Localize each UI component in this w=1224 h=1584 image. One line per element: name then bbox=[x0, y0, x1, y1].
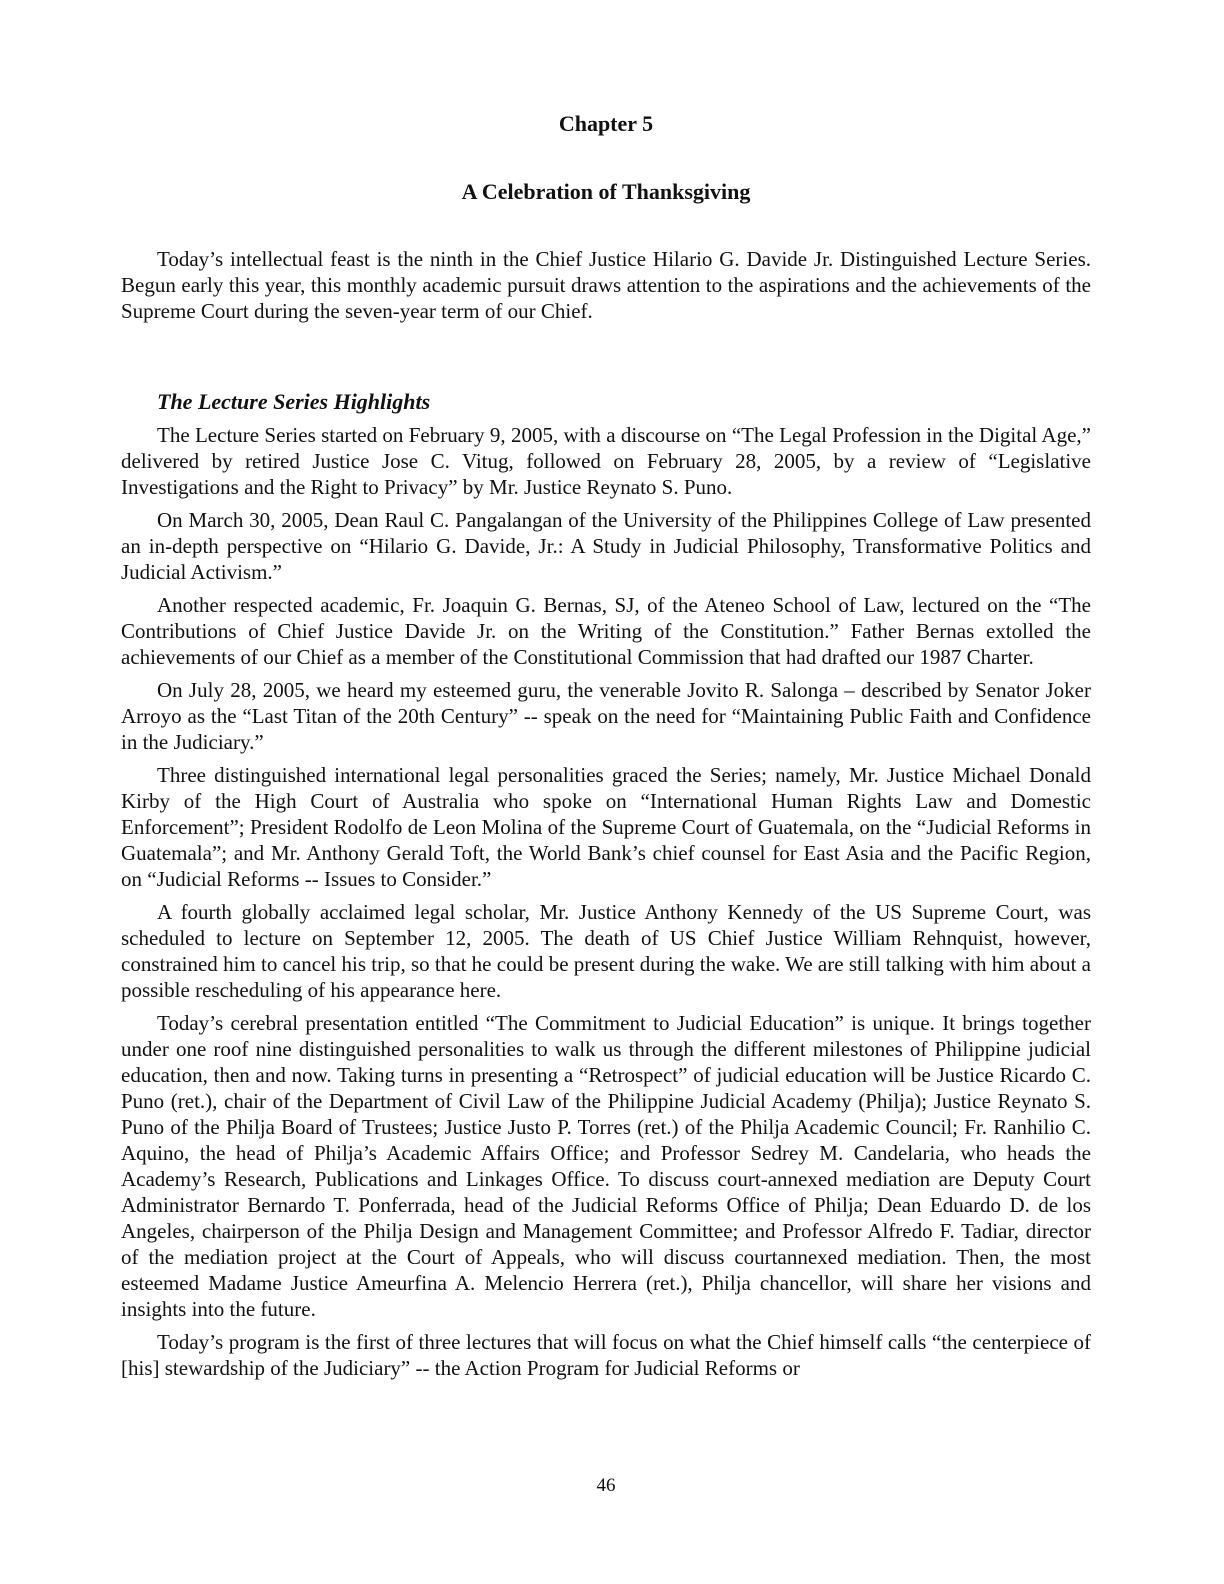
chapter-label: Chapter 5 bbox=[558, 111, 654, 136]
intro-section bbox=[121, 246, 1091, 331]
paragraph: Today’s program is the first of three lectures that will focus on what the Chief himself calls “the centerpiece of [his] stewardship of the Judiciary” -- the Action Program for Judicial Reforms or bbox=[121, 1330, 1091, 1380]
paragraph: A fourth globally acclaimed legal scholar, Mr. Justice Anthony Kennedy of the US Supreme Court, was scheduled to lecture on September 12, 2005. The death of US Chief Justice William Rehnquist, however, constrained him to cancel his trip, so that he could be present during the wake. We are still talking with him about a possible rescheduling of his appearance here. bbox=[121, 900, 1091, 1002]
document-page bbox=[121, 0, 1091, 1584]
paragraph: Another respected academic, Fr. Joaquin G. Bernas, SJ, of the Ateneo School of Law, lectured on the “The Contributions of Chief Justice Davide Jr. on the Writing of the Constitution.” Father Bernas extolled the achievements of our Chief as a member of the Constitutional Commission that had drafted our 1987 Charter. bbox=[121, 593, 1091, 669]
page-number: 46 bbox=[596, 1475, 616, 1496]
paragraph: The Lecture Series started on February 9, 2005, with a discourse on “The Legal Profession in the Digital Age,” delivered by retired Justice Jose C. Vitug, followed on February 28, 2005, by a review of “Legislative Investigations and the Right to Privacy” by Mr. Justice Reynato S. Puno. bbox=[121, 423, 1091, 499]
chapter-title: A Celebration of Thanksgiving bbox=[461, 179, 751, 204]
paragraph: Three distinguished international legal personalities graced the Series; namely, Mr. Justice Michael Donald Kirby of the High Court of Australia who spoke on “International Human Rights Law and Domestic Enforcement”; President Rodolfo de Leon Molina of the Supreme Court of Guatemala, on the “Judicial Reforms in Guatemala”; and Mr. Anthony Gerald Toft, the World Bank’s chief counsel for East Asia and the Pacific Region, on “Judicial Reforms -- Issues to Consider.” bbox=[121, 763, 1091, 891]
paragraph: On July 28, 2005, we heard my esteemed guru, the venerable Jovito R. Salonga – described by Senator Joker Arroyo as the “Last Titan of the 20th Century” -- speak on the need for “Maintaining Public Faith and Confidence in the Judiciary.” bbox=[121, 678, 1091, 754]
paragraph: On March 30, 2005, Dean Raul C. Pangalangan of the University of the Philippines College of Law presented an in-depth perspective on “Hilario G. Davide, Jr.: A Study in Judicial Philosophy, Transformative Politics and Judicial Activism.” bbox=[121, 508, 1091, 584]
section-heading: The Lecture Series Highlights bbox=[157, 389, 431, 414]
intro-paragraph: Today’s intellectual feast is the ninth in the Chief Justice Hilario G. Davide Jr. Distinguished Lecture Series. Begun early this year, this monthly academic pursuit draws attention to the aspirations and the achievements of the Supreme Court during the seven-year term of our Chief. bbox=[121, 247, 1091, 323]
lecture-highlights-section bbox=[121, 388, 1091, 1388]
paragraph: Today’s cerebral presentation entitled “The Commitment to Judicial Education” is unique. It brings together under one roof nine distinguished personalities to walk us through the different milestones of Philippine judicial education, then and now. Taking turns in presenting a “Retrospect” of judicial education will be Justice Ricardo C. Puno (ret.), chair of the Department of Civil Law of the Philippine Judicial Academy (Philja); Justice Reynato S. Puno of the Philja Board of Trustees; Justice Justo P. Torres (ret.) of the Philja Academic Council; Fr. Ranhilio C. Aquino, the head of Philja’s Academic Affairs Office; and Professor Sedrey M. Candelaria, who heads the Academy’s Research, Publications and Linkages Office. To discuss court-annexed mediation are Deputy Court Administrator Bernardo T. Ponferrada, head of the Judicial Reforms Office of Philja; Dean Eduardo D. de los Angeles, chairperson of the Philja Design and Management Committee; and Professor Alfredo F. Tadiar, director of the mediation project at the Court of Appeals, who will discuss courtannexed mediation. Then, the most esteemed Madame Justice Ameurfina A. Melencio Herrera (ret.), Philja chancellor, will share her visions and insights into the future. bbox=[121, 1011, 1091, 1321]
